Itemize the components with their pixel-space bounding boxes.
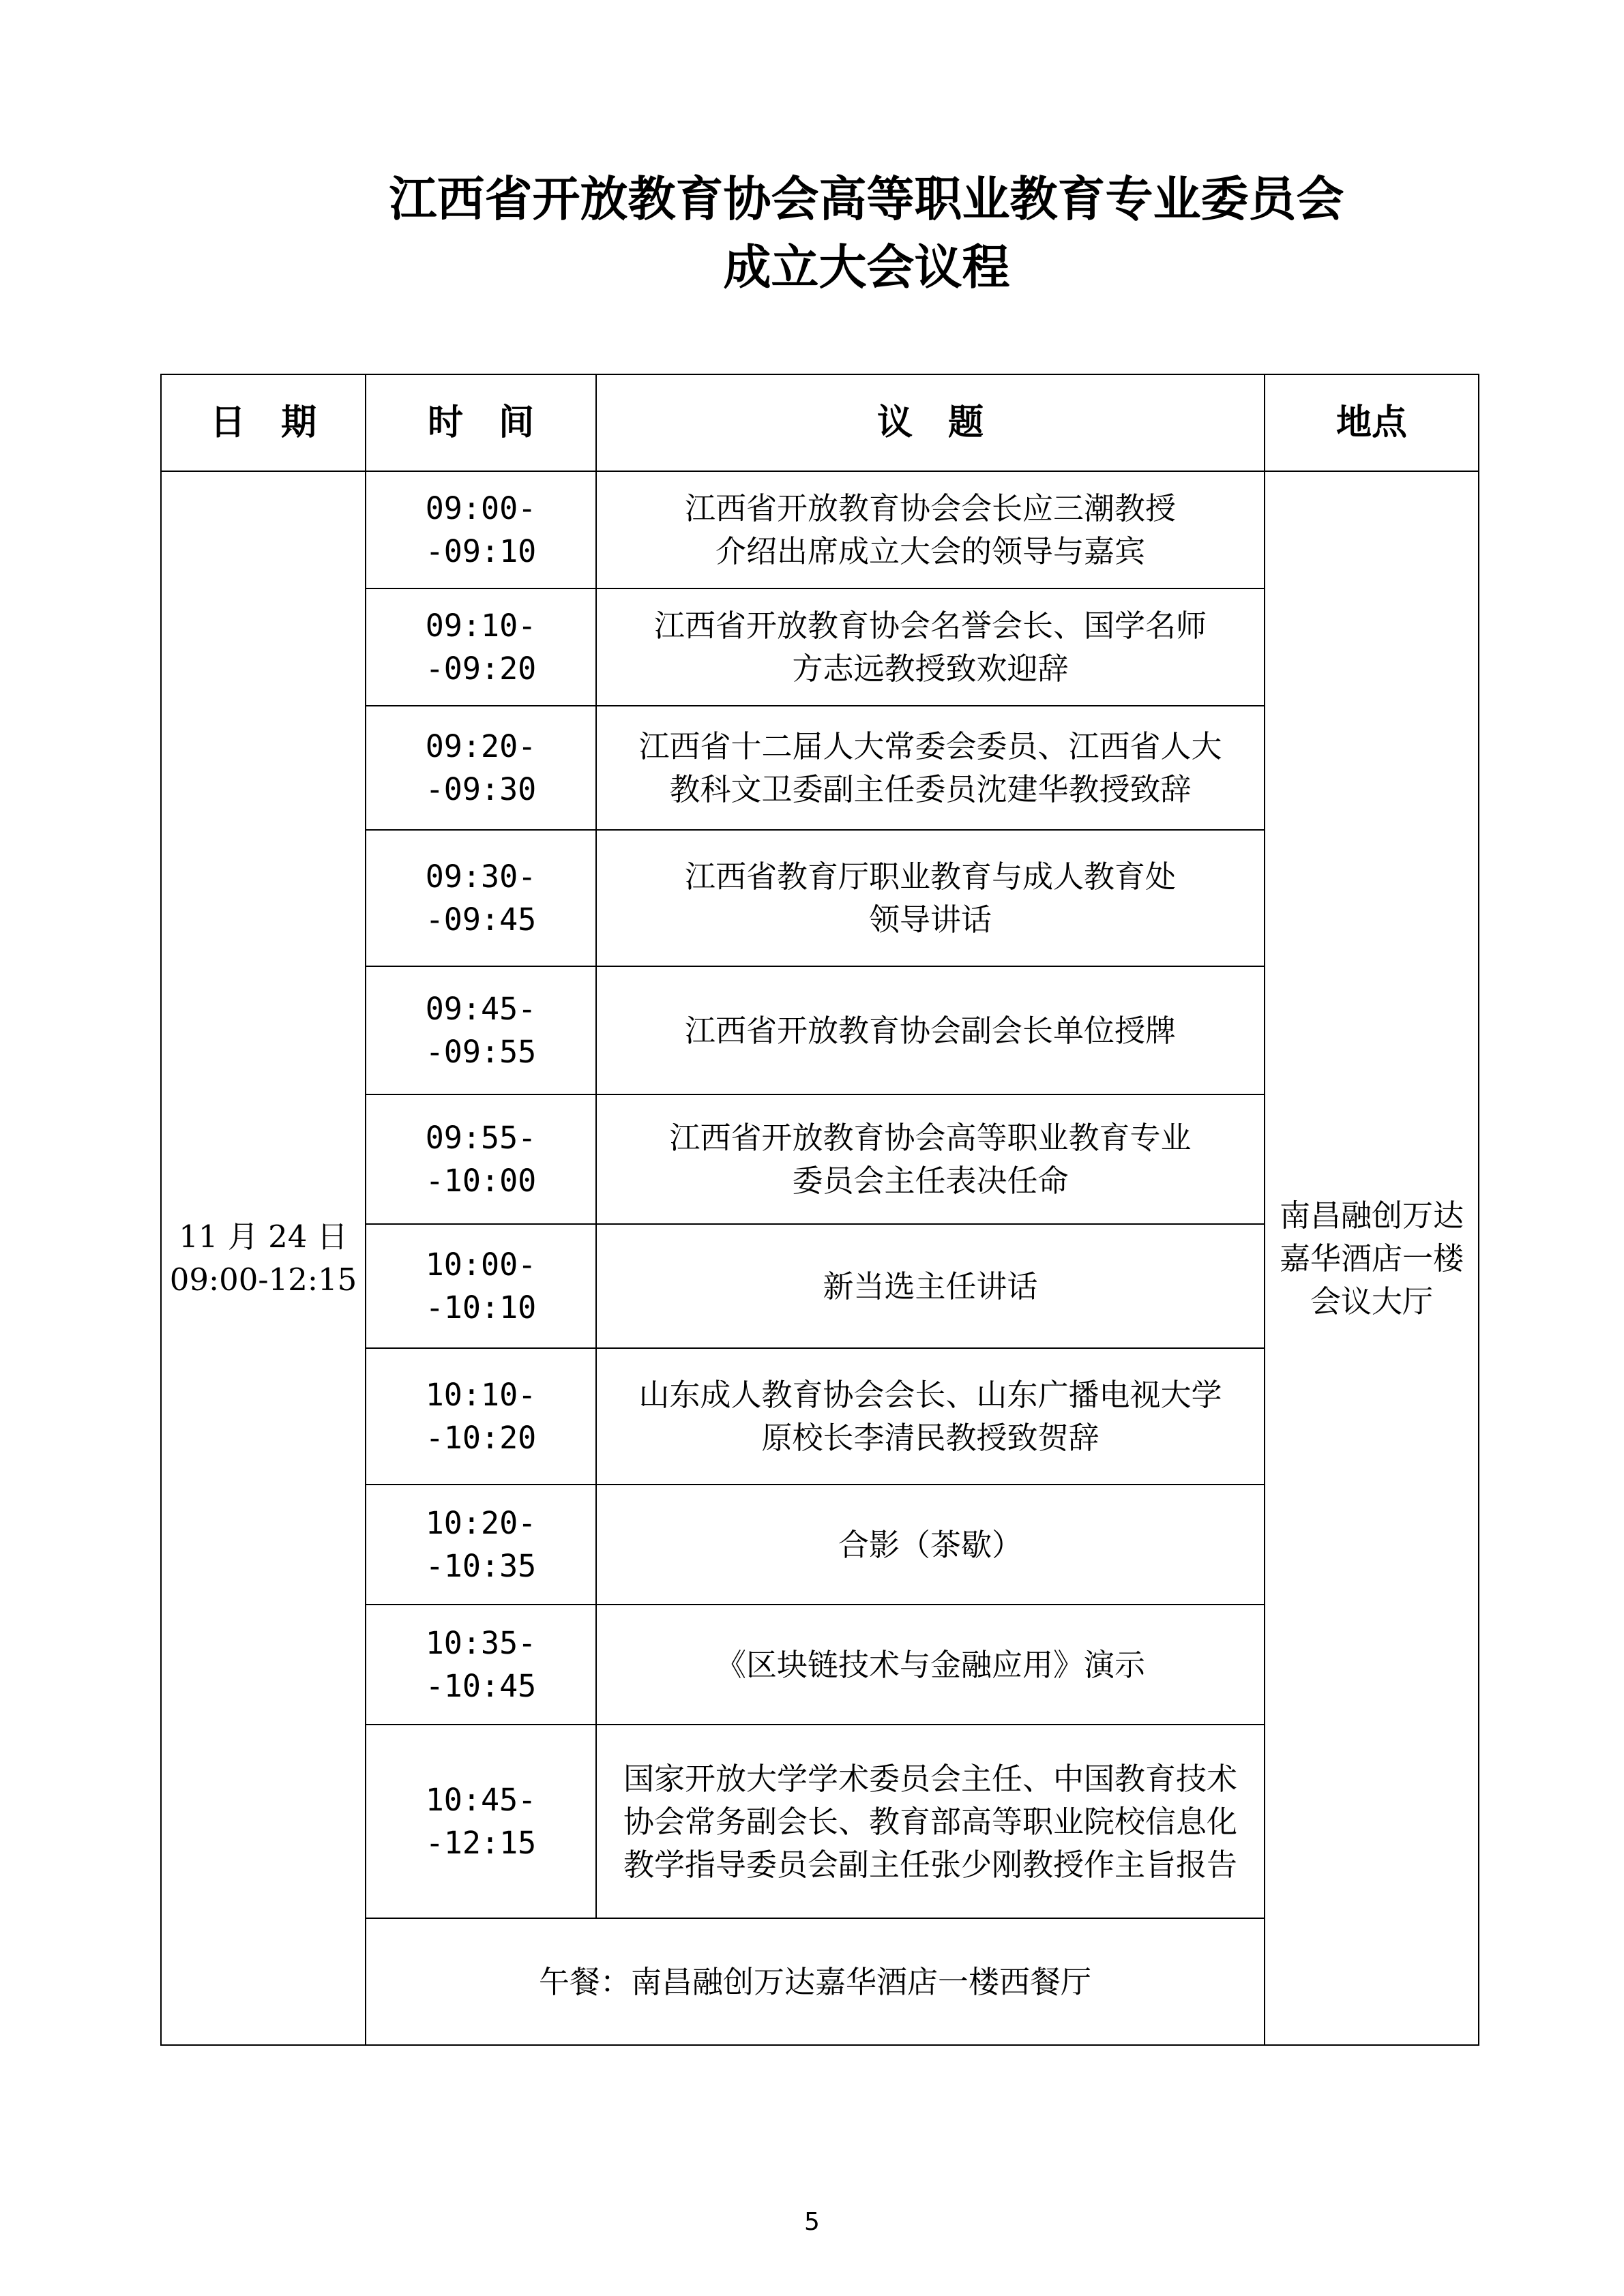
header-row xyxy=(161,374,1479,471)
time-cell: 09:45--09:55 xyxy=(366,966,596,1094)
topic-line: 协会常务副会长、教育部高等职业院校信息化 xyxy=(623,1803,1237,1840)
time-cell: 10:35--10:45 xyxy=(366,1605,596,1725)
page-number: 5 xyxy=(804,2208,820,2236)
agenda-table xyxy=(160,374,1479,2046)
topic-line: 教科文卫委副主任委员沈建华教授致辞 xyxy=(669,771,1192,807)
topic-cell xyxy=(596,588,1265,706)
topic-line: 介绍出席成立大会的领导与嘉宾 xyxy=(715,533,1145,569)
topic-line: 江西省十二届人大常委会委员、江西省人大 xyxy=(638,728,1222,764)
date-time-range: 09:00-12:15 xyxy=(169,1262,357,1298)
topic-line: 《区块链技术与金融应用》演示 xyxy=(715,1646,1145,1683)
place-line: 南昌融创万达 xyxy=(1279,1197,1464,1234)
topic-cell xyxy=(596,1224,1265,1348)
place-line: 嘉华酒店一楼 xyxy=(1279,1240,1464,1277)
agenda-body xyxy=(161,471,1479,2045)
topic-line: 江西省开放教育协会名誉会长、国学名师 xyxy=(653,608,1207,644)
topic-cell xyxy=(596,1348,1265,1485)
time-cell: 09:20--09:30 xyxy=(366,706,596,830)
topic-line: 江西省开放教育协会会长应三潮教授 xyxy=(684,490,1176,526)
date-day: 11 月 24 日 xyxy=(179,1219,348,1255)
topic-line: 合影（茶歇） xyxy=(838,1526,1022,1563)
topic-cell xyxy=(596,966,1265,1094)
topic-line: 新当选主任讲话 xyxy=(823,1268,1038,1304)
time-cell: 09:55--10:00 xyxy=(366,1094,596,1224)
lunch-cell: 午餐：南昌融创万达嘉华酒店一楼西餐厅 xyxy=(366,1918,1265,2045)
time-cell: 09:00--09:10 xyxy=(366,471,596,588)
place-line: 会议大厅 xyxy=(1310,1283,1433,1320)
document-title-line1: 江西省开放教育协会高等职业教育专业委员会 xyxy=(389,171,1344,227)
topic-line: 国家开放大学学术委员会主任、中国教育技术 xyxy=(623,1760,1237,1797)
topic-cell xyxy=(596,1605,1265,1725)
topic-line: 委员会主任表决任命 xyxy=(792,1163,1069,1199)
topic-cell xyxy=(596,830,1265,966)
time-cell: 09:30--09:45 xyxy=(366,830,596,966)
topic-line: 方志远教授致欢迎辞 xyxy=(792,651,1069,687)
header-topic: 议 题 xyxy=(596,374,1265,471)
topic-line: 江西省开放教育协会副会长单位授牌 xyxy=(684,1012,1176,1049)
date-cell xyxy=(161,471,366,2045)
place-cell xyxy=(1265,471,1479,2045)
header-place: 地点 xyxy=(1265,374,1479,471)
time-cell: 10:20--10:35 xyxy=(366,1485,596,1605)
table-row xyxy=(161,471,1479,588)
topic-line: 教学指导委员会副主任张少刚教授作主旨报告 xyxy=(623,1846,1237,1883)
time-cell: 09:10--09:20 xyxy=(366,588,596,706)
topic-cell xyxy=(596,1725,1265,1918)
topic-line: 山东成人教育协会会长、山东广播电视大学 xyxy=(638,1377,1222,1413)
topic-line: 领导讲话 xyxy=(868,901,992,938)
topic-line: 原校长李清民教授致贺辞 xyxy=(761,1420,1099,1456)
header-time: 时 间 xyxy=(366,374,596,471)
document-title-line2: 成立大会议程 xyxy=(723,239,1010,295)
topic-cell xyxy=(596,1094,1265,1224)
time-cell: 10:10--10:20 xyxy=(366,1348,596,1485)
header-date: 日 期 xyxy=(161,374,366,471)
topic-cell xyxy=(596,1485,1265,1605)
time-cell: 10:00--10:10 xyxy=(366,1224,596,1348)
topic-line: 江西省开放教育协会高等职业教育专业 xyxy=(669,1120,1192,1156)
topic-line: 江西省教育厅职业教育与成人教育处 xyxy=(684,859,1176,895)
topic-cell xyxy=(596,471,1265,588)
time-cell: 10:45--12:15 xyxy=(366,1725,596,1918)
topic-cell xyxy=(596,706,1265,830)
